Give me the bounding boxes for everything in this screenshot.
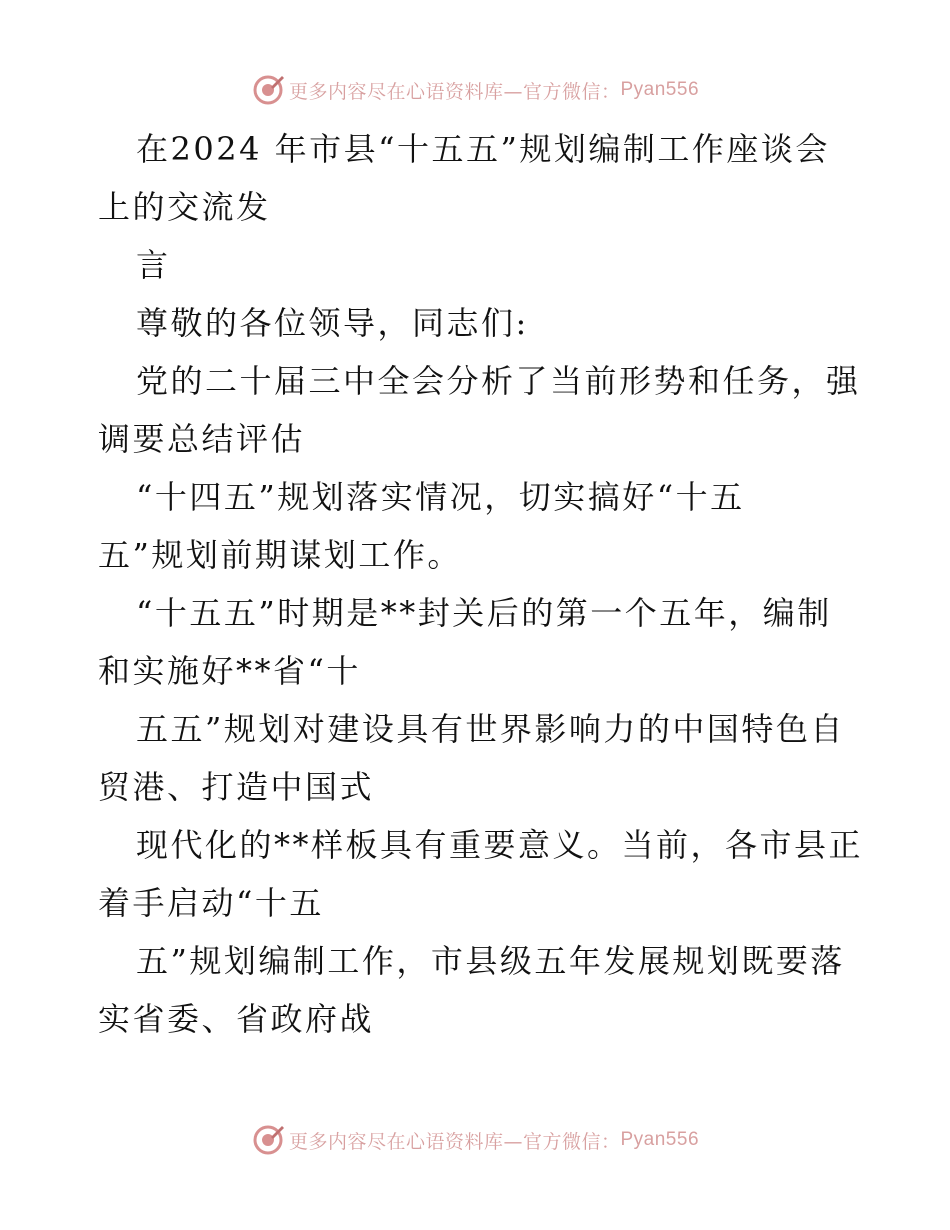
text-line: 五”规划编制工作，市县级五年发展规划既要落 xyxy=(136,942,845,980)
text-line: 尊敬的各位领导，同志们: xyxy=(136,304,529,342)
watermark-footer xyxy=(0,1120,950,1160)
text-line: “十五五”时期是**封关后的第一个五年，编制 xyxy=(136,594,832,632)
watermark-id: Pyan556 xyxy=(620,1129,700,1150)
watermark-text: 更多内容尽在心语资料库—官方微信： xyxy=(288,1130,621,1153)
text-line: 着手启动“十五 xyxy=(98,884,324,922)
watermark-id: Pyan556 xyxy=(620,79,700,100)
text-line: 现代化的**样板具有重要意义。当前，各市县正 xyxy=(136,826,864,864)
text-line: 党的二十届三中全会分析了当前形势和任务，强 xyxy=(136,362,861,400)
text-line: “十四五”规划落实情况，切实搞好“十五 xyxy=(136,478,745,516)
text-line: 实省委、省政府战 xyxy=(98,1000,375,1038)
document-body xyxy=(98,120,864,1048)
text-line: 上的交流发 xyxy=(98,188,271,226)
text-line: 和实施好**省“十 xyxy=(98,652,361,690)
text-line: 五”规划前期谋划工作。 xyxy=(98,536,462,574)
pen-logo-icon xyxy=(251,1123,285,1157)
text-line: 五五”规划对建设具有世界影响力的中国特色自 xyxy=(136,710,845,748)
pen-logo-icon xyxy=(251,73,285,107)
text-line: 言 xyxy=(136,246,171,284)
watermark-text: 更多内容尽在心语资料库—官方微信： xyxy=(288,80,621,103)
watermark-header xyxy=(0,70,950,110)
text-line: 贸港、打造中国式 xyxy=(98,768,375,806)
text-line: 调要总结评估 xyxy=(98,420,306,458)
text-line: 在2024 年市县“十五五”规划编制工作座谈会 xyxy=(136,130,830,168)
